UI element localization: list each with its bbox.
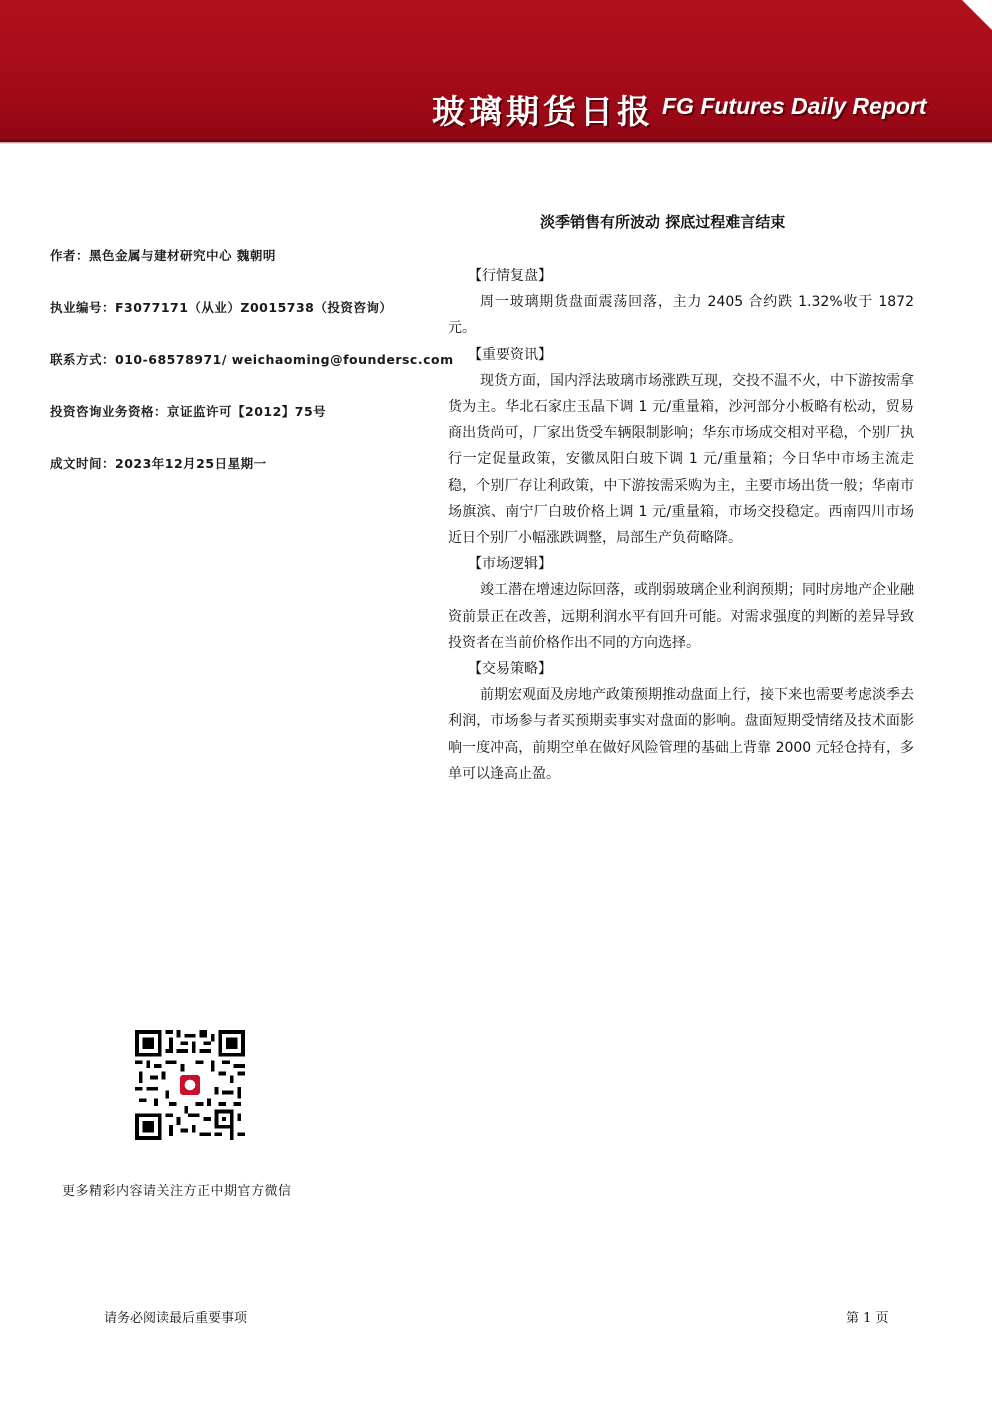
article-title: 淡季销售有所波动 探底过程难言结束 (540, 213, 786, 231)
author-line: 作者：黑色金属与建材研究中心 魏朝明 (50, 248, 276, 263)
header-banner (0, 0, 992, 142)
banner-shadow (0, 140, 992, 144)
report-title-en: FG Futures Daily Report (662, 93, 927, 119)
section-heading-strategy: 【交易策略】 (468, 661, 552, 678)
section-body-strategy: 前期宏观面及房地产政策预期推动盘面上行，接下来也需要考虑淡季去利润，市场参与者买预期卖事实对盘面的影响。盘面短期受情绪及技术面影响一度冲高，前期空单在做好风险管理的基础上背靠 2000 元轻仓持有，多单可以逢高止盈。 (448, 687, 914, 782)
banner-corner-curve (962, 0, 992, 30)
contact-line: 联系方式：010-68578971/ weichaoming@foundersc.com (50, 352, 454, 367)
section-heading-news: 【重要资讯】 (468, 346, 552, 363)
page-number: 第 1 页 (846, 1311, 889, 1326)
date-line: 成文时间：2023年12月25日星期一 (50, 456, 267, 471)
section-heading-logic: 【市场逻辑】 (468, 556, 552, 573)
qualification-line: 投资咨询业务资格：京证监许可【2012】75号 (50, 404, 327, 419)
section-heading-review: 【行情复盘】 (468, 268, 552, 284)
section-body-review: 周一玻璃期货盘面震荡回落，主力 2405 合约跌 1.32%收于 1872 元。 (448, 294, 914, 337)
article-body (448, 263, 914, 787)
section-body-news: 现货方面，国内浮法玻璃市场涨跌互现，交投不温不火，中下游按需拿货为主。华北石家庄玉晶下调 1 元/重量箱，沙河部分小板略有松动，贸易商出货尚可，厂家出货受车辆限制影响；华东市场成交相对平稳，个别厂执行一定促量政策，安徽凤阳白玻下调 1 元/重量箱；今日华中市场主流走稳，个别厂存让利政策，中下游按需采购为主，主要市场出货一般；华南市场旗滨、南宁厂白玻价格上调 1 元/重量箱，市场交投稳定。西南四川市场近日个别厂小幅涨跌调整，局部生产负荷略降。 (448, 372, 914, 547)
qr-caption: 更多精彩内容请关注方正中期官方微信 (62, 1184, 292, 1199)
qr-code-icon[interactable] (135, 1030, 245, 1140)
report-title-cn: 玻璃期货日报 (432, 92, 654, 131)
license-line: 执业编号：F3077171（从业）Z0015738（投资咨询） (50, 300, 393, 315)
footer-notice: 请务必阅读最后重要事项 (104, 1311, 248, 1326)
section-body-logic: 竣工潜在增速边际回落，或削弱玻璃企业利润预期；同时房地产企业融资前景正在改善，远期利润水平有回升可能。对需求强度的判断的差异导致投资者在当前价格作出不同的方向选择。 (448, 582, 914, 651)
